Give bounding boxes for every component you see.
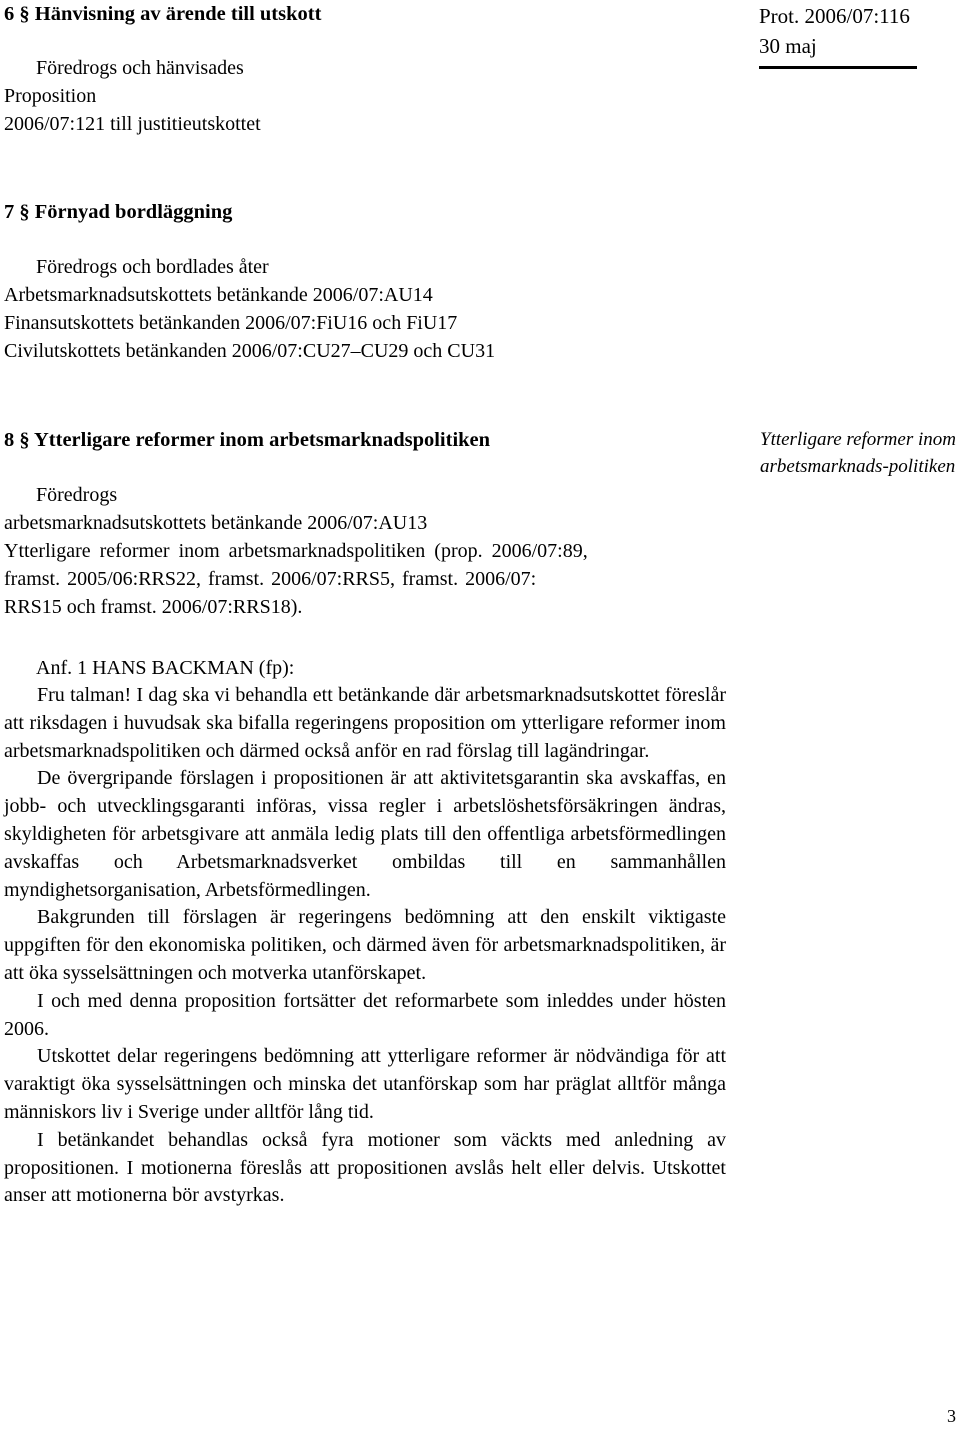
speaker-line: Anf. 1 HANS BACKMAN (fp): bbox=[36, 657, 295, 679]
section-7-line: Arbetsmarknadsutskottets betänkande 2006/07:AU14 bbox=[4, 284, 433, 306]
protocol-date: 30 maj bbox=[759, 34, 817, 58]
section-7-heading: 7 § Förnyad bordläggning bbox=[4, 201, 233, 223]
section-8-line: Föredrogs bbox=[36, 484, 118, 506]
section-8-line: RRS15 och framst. 2006/07:RRS18). bbox=[4, 596, 303, 618]
section-7-line: Finansutskottets betänkanden 2006/07:FiU16 och FiU17 bbox=[4, 312, 458, 334]
speech-paragraph: Fru talman! I dag ska vi behandla ett betänkande där arbetsmarknadsutskottet föreslår att riksdagen i huvudsak ska bifalla regeringens proposition om ytterligare reformer inom arbetsmarknadspolitiken och därmed också anför en rad förslag till lagändringar. bbox=[4, 684, 726, 762]
speech-body bbox=[4, 682, 726, 1210]
section-8-heading: 8 § Ytterligare reformer inom arbetsmarknadspolitiken bbox=[4, 429, 491, 451]
speech-paragraph: I betänkandet behandlas också fyra motioner som väckts med anledning av propositionen. I motionerna föreslås att propositionen avslås helt eller delvis. Utskottet anser att motionerna bör avstyrkas. bbox=[4, 1128, 726, 1207]
section-6-heading: 6 § Hänvisning av ärende till utskott bbox=[4, 3, 322, 25]
margin-note: Ytterligare reformer inom arbetsmarknads-politiken bbox=[760, 429, 956, 477]
section-8-line: arbetsmarknadsutskottets betänkande 2006/07:AU13 bbox=[4, 512, 428, 534]
section-7-line: Civilutskottets betänkanden 2006/07:CU27–CU29 och CU31 bbox=[4, 340, 496, 362]
section-6-line: 2006/07:121 till justitieutskottet bbox=[4, 113, 261, 135]
section-6-line: Föredrogs och hänvisades bbox=[36, 57, 244, 79]
header-rule bbox=[759, 66, 917, 69]
section-6-line: Proposition bbox=[4, 85, 97, 107]
speech-paragraph: De övergripande förslagen i propositionen är att aktivitetsgarantin ska avskaffas, en jobb- och utvecklingsgaranti införas, vissa regler i arbetslöshetsförsäkringen ändras, skyldigheten för arbetsgivare att anmäla ledig plats till den offentliga arbetsförmedlingen avskaffas och Arbetsmarknadsverket ombildas till en sammanhållen myndighetsorganisation, Arbetsförmedlingen. bbox=[4, 767, 726, 901]
page-number: 3 bbox=[947, 1406, 956, 1426]
section-7-line: Föredrogs och bordlades åter bbox=[36, 256, 269, 278]
speech-paragraph: I och med denna proposition fortsätter det reformarbete som inleddes under hösten 2006. bbox=[4, 989, 726, 1040]
speech-paragraph: Utskottet delar regeringens bedömning att ytterligare reformer är nödvändiga för att varaktigt öka sysselsättningen och minska det utanförskap som har präglat alltför många människors liv i Sverige under alltför lång tid. bbox=[4, 1045, 726, 1123]
protocol-number: Prot. 2006/07:116 bbox=[759, 4, 910, 28]
speech-paragraph: Bakgrunden till förslagen är regeringens bedömning att den enskilt viktigaste uppgiften för den ekonomiska politiken, och därmed även för arbetsmarknadspolitiken, är att öka sysselsättningen och motverka utanförskapet. bbox=[4, 906, 726, 984]
section-8-line: framst. 2005/06:RRS22, framst. 2006/07:RRS5, framst. 2006/07: bbox=[4, 568, 537, 590]
section-8-line: Ytterligare reformer inom arbetsmarknadspolitiken (prop. 2006/07:89, bbox=[4, 540, 588, 562]
